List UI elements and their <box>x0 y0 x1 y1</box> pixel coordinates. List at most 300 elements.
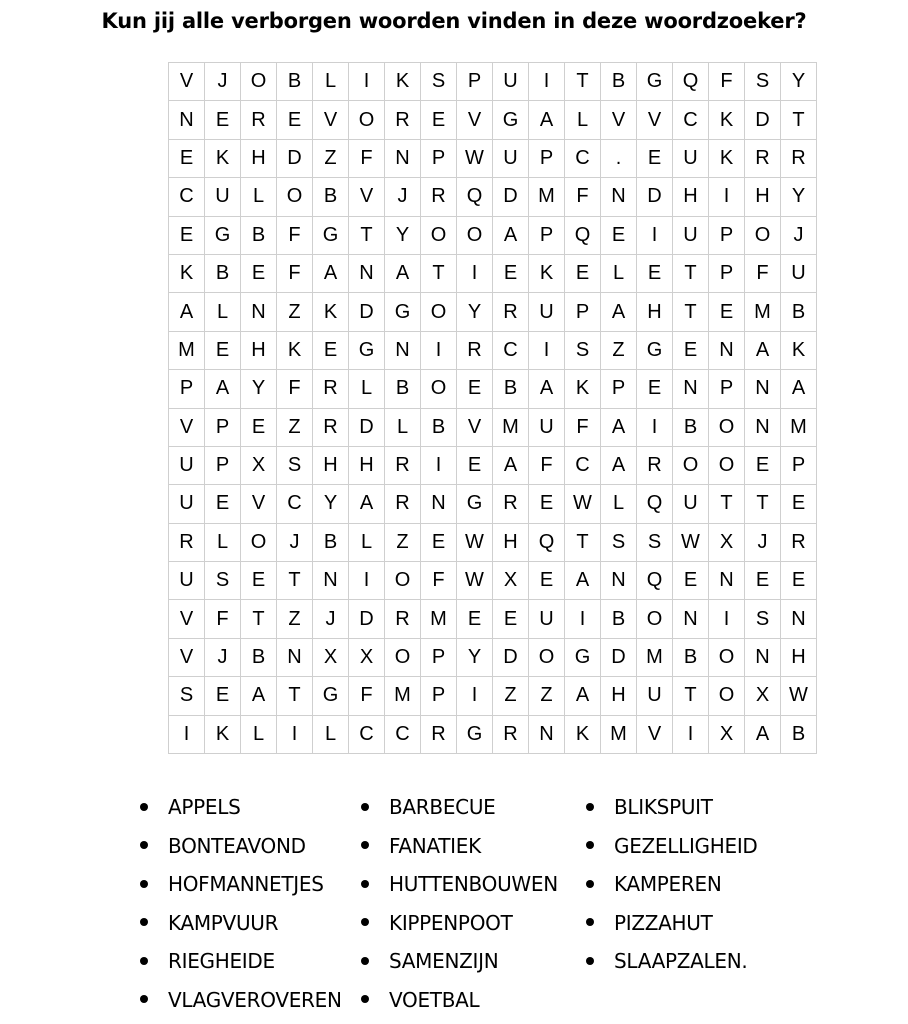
grid-cell[interactable]: P <box>421 140 457 178</box>
grid-cell[interactable]: R <box>493 293 529 331</box>
grid-cell[interactable]: Z <box>277 293 313 331</box>
grid-cell[interactable]: L <box>385 409 421 447</box>
grid-cell[interactable]: Q <box>457 178 493 216</box>
grid-cell[interactable]: Y <box>457 293 493 331</box>
grid-cell[interactable]: P <box>781 447 817 485</box>
grid-cell[interactable]: J <box>385 178 421 216</box>
grid-cell[interactable]: E <box>493 255 529 293</box>
grid-cell[interactable]: P <box>529 217 565 255</box>
grid-cell[interactable]: E <box>457 447 493 485</box>
grid-cell[interactable]: F <box>349 140 385 178</box>
grid-cell[interactable]: P <box>565 293 601 331</box>
grid-cell[interactable]: I <box>349 562 385 600</box>
grid-cell[interactable]: B <box>277 63 313 101</box>
grid-cell[interactable]: B <box>241 217 277 255</box>
grid-cell[interactable]: B <box>313 178 349 216</box>
grid-cell[interactable]: N <box>673 600 709 638</box>
grid-cell[interactable]: G <box>493 101 529 139</box>
grid-cell[interactable]: E <box>205 101 241 139</box>
grid-cell[interactable]: F <box>421 562 457 600</box>
grid-cell[interactable]: O <box>709 447 745 485</box>
grid-cell[interactable]: A <box>601 409 637 447</box>
grid-cell[interactable]: J <box>205 63 241 101</box>
grid-cell[interactable]: B <box>385 370 421 408</box>
grid-cell[interactable]: H <box>601 677 637 715</box>
grid-cell[interactable]: P <box>457 63 493 101</box>
grid-cell[interactable]: Z <box>493 677 529 715</box>
grid-cell[interactable]: T <box>241 600 277 638</box>
grid-cell[interactable]: N <box>601 178 637 216</box>
grid-cell[interactable]: T <box>673 255 709 293</box>
grid-cell[interactable]: S <box>205 562 241 600</box>
grid-cell[interactable]: V <box>637 716 673 754</box>
grid-cell[interactable]: A <box>493 217 529 255</box>
grid-cell[interactable]: U <box>781 255 817 293</box>
grid-cell[interactable]: N <box>673 370 709 408</box>
grid-cell[interactable]: N <box>169 101 205 139</box>
grid-cell[interactable]: E <box>313 332 349 370</box>
grid-cell[interactable]: D <box>349 409 385 447</box>
grid-cell[interactable]: L <box>241 716 277 754</box>
grid-cell[interactable]: P <box>205 409 241 447</box>
grid-cell[interactable]: E <box>169 140 205 178</box>
grid-cell[interactable]: C <box>493 332 529 370</box>
grid-cell[interactable]: I <box>709 600 745 638</box>
grid-cell[interactable]: U <box>529 293 565 331</box>
grid-cell[interactable]: A <box>745 332 781 370</box>
grid-cell[interactable]: I <box>673 716 709 754</box>
grid-cell[interactable]: S <box>565 332 601 370</box>
grid-cell[interactable]: R <box>313 409 349 447</box>
grid-cell[interactable]: A <box>205 370 241 408</box>
grid-cell[interactable]: A <box>385 255 421 293</box>
grid-cell[interactable]: D <box>349 600 385 638</box>
grid-cell[interactable]: E <box>601 217 637 255</box>
grid-cell[interactable]: D <box>349 293 385 331</box>
grid-cell[interactable]: F <box>277 217 313 255</box>
grid-cell[interactable]: A <box>601 447 637 485</box>
grid-cell[interactable]: R <box>241 101 277 139</box>
grid-cell[interactable]: U <box>169 447 205 485</box>
grid-cell[interactable]: C <box>385 716 421 754</box>
grid-cell[interactable]: Y <box>385 217 421 255</box>
grid-cell[interactable]: E <box>673 562 709 600</box>
grid-cell[interactable]: P <box>709 255 745 293</box>
grid-cell[interactable]: O <box>421 217 457 255</box>
grid-cell[interactable]: E <box>637 370 673 408</box>
grid-cell[interactable]: L <box>313 716 349 754</box>
grid-cell[interactable]: B <box>313 524 349 562</box>
grid-cell[interactable]: F <box>277 370 313 408</box>
grid-cell[interactable]: O <box>637 600 673 638</box>
grid-cell[interactable]: V <box>169 639 205 677</box>
grid-cell[interactable]: P <box>601 370 637 408</box>
grid-cell[interactable]: U <box>169 562 205 600</box>
grid-cell[interactable]: C <box>169 178 205 216</box>
grid-cell[interactable]: C <box>565 447 601 485</box>
grid-cell[interactable]: N <box>745 370 781 408</box>
grid-cell[interactable]: J <box>781 217 817 255</box>
grid-cell[interactable]: V <box>241 485 277 523</box>
grid-cell[interactable]: F <box>565 409 601 447</box>
grid-cell[interactable]: G <box>565 639 601 677</box>
grid-cell[interactable]: H <box>241 332 277 370</box>
grid-cell[interactable]: E <box>277 101 313 139</box>
grid-cell[interactable]: F <box>745 255 781 293</box>
grid-cell[interactable]: Y <box>781 63 817 101</box>
grid-cell[interactable]: X <box>313 639 349 677</box>
grid-cell[interactable]: R <box>385 600 421 638</box>
grid-cell[interactable]: O <box>673 447 709 485</box>
grid-cell[interactable]: E <box>205 485 241 523</box>
grid-cell[interactable]: T <box>673 677 709 715</box>
grid-cell[interactable]: X <box>709 716 745 754</box>
grid-cell[interactable]: V <box>169 600 205 638</box>
grid-cell[interactable]: U <box>529 409 565 447</box>
grid-cell[interactable]: M <box>781 409 817 447</box>
grid-cell[interactable]: P <box>205 447 241 485</box>
grid-cell[interactable]: R <box>493 716 529 754</box>
grid-cell[interactable]: O <box>385 562 421 600</box>
grid-cell[interactable]: P <box>709 370 745 408</box>
grid-cell[interactable]: E <box>493 600 529 638</box>
grid-cell[interactable]: Y <box>313 485 349 523</box>
grid-cell[interactable]: Z <box>277 409 313 447</box>
grid-cell[interactable]: C <box>673 101 709 139</box>
grid-cell[interactable]: I <box>457 677 493 715</box>
grid-cell[interactable]: B <box>781 716 817 754</box>
grid-cell[interactable]: Y <box>781 178 817 216</box>
grid-cell[interactable]: A <box>601 293 637 331</box>
grid-cell[interactable]: H <box>493 524 529 562</box>
grid-cell[interactable]: Q <box>673 63 709 101</box>
grid-cell[interactable]: E <box>709 293 745 331</box>
grid-cell[interactable]: K <box>169 255 205 293</box>
grid-cell[interactable]: K <box>313 293 349 331</box>
grid-cell[interactable]: G <box>205 217 241 255</box>
grid-cell[interactable]: W <box>673 524 709 562</box>
grid-cell[interactable]: R <box>385 485 421 523</box>
grid-cell[interactable]: N <box>601 562 637 600</box>
grid-cell[interactable]: R <box>385 447 421 485</box>
grid-cell[interactable]: B <box>673 639 709 677</box>
grid-cell[interactable]: Z <box>601 332 637 370</box>
grid-cell[interactable]: B <box>781 293 817 331</box>
grid-cell[interactable]: D <box>637 178 673 216</box>
grid-cell[interactable]: T <box>745 485 781 523</box>
grid-cell[interactable]: W <box>781 677 817 715</box>
grid-cell[interactable]: E <box>205 677 241 715</box>
grid-cell[interactable]: V <box>601 101 637 139</box>
grid-cell[interactable]: R <box>781 140 817 178</box>
grid-cell[interactable]: T <box>349 217 385 255</box>
grid-cell[interactable]: G <box>313 677 349 715</box>
grid-cell[interactable]: O <box>529 639 565 677</box>
grid-cell[interactable]: U <box>493 140 529 178</box>
grid-cell[interactable]: V <box>637 101 673 139</box>
grid-cell[interactable]: M <box>493 409 529 447</box>
grid-cell[interactable]: I <box>529 332 565 370</box>
grid-cell[interactable]: T <box>277 562 313 600</box>
grid-cell[interactable]: F <box>205 600 241 638</box>
grid-cell[interactable]: O <box>709 639 745 677</box>
grid-cell[interactable]: H <box>781 639 817 677</box>
grid-cell[interactable]: S <box>277 447 313 485</box>
grid-cell[interactable]: E <box>241 409 277 447</box>
grid-cell[interactable]: V <box>349 178 385 216</box>
grid-cell[interactable]: V <box>169 409 205 447</box>
grid-cell[interactable]: N <box>529 716 565 754</box>
grid-cell[interactable]: L <box>349 370 385 408</box>
grid-cell[interactable]: W <box>457 140 493 178</box>
grid-cell[interactable]: L <box>565 101 601 139</box>
grid-cell[interactable]: K <box>709 101 745 139</box>
grid-cell[interactable]: N <box>349 255 385 293</box>
grid-cell[interactable]: N <box>313 562 349 600</box>
grid-cell[interactable]: I <box>169 716 205 754</box>
grid-cell[interactable]: E <box>781 485 817 523</box>
grid-cell[interactable]: L <box>241 178 277 216</box>
grid-cell[interactable]: A <box>349 485 385 523</box>
grid-cell[interactable]: T <box>421 255 457 293</box>
grid-cell[interactable]: R <box>169 524 205 562</box>
grid-cell[interactable]: O <box>385 639 421 677</box>
grid-cell[interactable]: S <box>169 677 205 715</box>
grid-cell[interactable]: K <box>205 716 241 754</box>
grid-cell[interactable]: S <box>421 63 457 101</box>
grid-cell[interactable]: U <box>205 178 241 216</box>
grid-cell[interactable]: E <box>565 255 601 293</box>
grid-cell[interactable]: T <box>565 524 601 562</box>
grid-cell[interactable]: L <box>205 524 241 562</box>
grid-cell[interactable]: K <box>529 255 565 293</box>
grid-cell[interactable]: N <box>745 409 781 447</box>
grid-cell[interactable]: A <box>529 101 565 139</box>
grid-cell[interactable]: I <box>457 255 493 293</box>
grid-cell[interactable]: G <box>637 332 673 370</box>
grid-cell[interactable]: A <box>241 677 277 715</box>
grid-cell[interactable]: O <box>241 63 277 101</box>
grid-cell[interactable]: R <box>493 485 529 523</box>
grid-cell[interactable]: B <box>493 370 529 408</box>
grid-cell[interactable]: E <box>241 255 277 293</box>
grid-cell[interactable]: L <box>601 485 637 523</box>
grid-cell[interactable]: H <box>241 140 277 178</box>
grid-cell[interactable]: A <box>781 370 817 408</box>
grid-cell[interactable]: X <box>745 677 781 715</box>
grid-cell[interactable]: O <box>277 178 313 216</box>
grid-cell[interactable]: X <box>709 524 745 562</box>
grid-cell[interactable]: J <box>745 524 781 562</box>
grid-cell[interactable]: T <box>781 101 817 139</box>
grid-cell[interactable]: D <box>493 178 529 216</box>
grid-cell[interactable]: T <box>277 677 313 715</box>
grid-cell[interactable]: H <box>349 447 385 485</box>
grid-cell[interactable]: C <box>277 485 313 523</box>
grid-cell[interactable]: A <box>493 447 529 485</box>
grid-cell[interactable]: I <box>421 332 457 370</box>
grid-cell[interactable]: M <box>601 716 637 754</box>
grid-cell[interactable]: F <box>565 178 601 216</box>
grid-cell[interactable]: P <box>421 639 457 677</box>
grid-cell[interactable]: . <box>601 140 637 178</box>
grid-cell[interactable]: W <box>457 562 493 600</box>
grid-cell[interactable]: D <box>277 140 313 178</box>
grid-cell[interactable]: M <box>745 293 781 331</box>
grid-cell[interactable]: A <box>565 562 601 600</box>
grid-cell[interactable]: L <box>313 63 349 101</box>
grid-cell[interactable]: R <box>745 140 781 178</box>
grid-cell[interactable]: O <box>709 409 745 447</box>
grid-cell[interactable]: G <box>313 217 349 255</box>
grid-cell[interactable]: V <box>457 409 493 447</box>
grid-cell[interactable]: M <box>169 332 205 370</box>
grid-cell[interactable]: K <box>565 370 601 408</box>
grid-cell[interactable]: M <box>529 178 565 216</box>
grid-cell[interactable]: E <box>457 370 493 408</box>
grid-cell[interactable]: H <box>313 447 349 485</box>
grid-cell[interactable]: X <box>241 447 277 485</box>
grid-cell[interactable]: L <box>205 293 241 331</box>
grid-cell[interactable]: S <box>637 524 673 562</box>
grid-cell[interactable]: N <box>709 562 745 600</box>
grid-cell[interactable]: N <box>241 293 277 331</box>
grid-cell[interactable]: R <box>421 178 457 216</box>
grid-cell[interactable]: O <box>457 217 493 255</box>
grid-cell[interactable]: P <box>709 217 745 255</box>
grid-cell[interactable]: P <box>421 677 457 715</box>
grid-cell[interactable]: B <box>241 639 277 677</box>
grid-cell[interactable]: R <box>637 447 673 485</box>
grid-cell[interactable]: D <box>493 639 529 677</box>
grid-cell[interactable]: K <box>205 140 241 178</box>
grid-cell[interactable]: F <box>349 677 385 715</box>
grid-cell[interactable]: X <box>349 639 385 677</box>
grid-cell[interactable]: E <box>529 562 565 600</box>
grid-cell[interactable]: V <box>313 101 349 139</box>
grid-cell[interactable]: E <box>421 101 457 139</box>
grid-cell[interactable]: H <box>745 178 781 216</box>
grid-cell[interactable]: G <box>457 485 493 523</box>
grid-cell[interactable]: I <box>565 600 601 638</box>
grid-cell[interactable]: I <box>349 63 385 101</box>
grid-cell[interactable]: C <box>349 716 385 754</box>
grid-cell[interactable]: E <box>169 217 205 255</box>
grid-cell[interactable]: J <box>205 639 241 677</box>
grid-cell[interactable]: X <box>493 562 529 600</box>
grid-cell[interactable]: T <box>709 485 745 523</box>
grid-cell[interactable]: U <box>169 485 205 523</box>
grid-cell[interactable]: B <box>601 600 637 638</box>
grid-cell[interactable]: V <box>169 63 205 101</box>
grid-cell[interactable]: E <box>421 524 457 562</box>
grid-cell[interactable]: I <box>277 716 313 754</box>
grid-cell[interactable]: I <box>637 409 673 447</box>
grid-cell[interactable]: T <box>565 63 601 101</box>
grid-cell[interactable]: Q <box>529 524 565 562</box>
grid-cell[interactable]: H <box>637 293 673 331</box>
grid-cell[interactable]: Y <box>241 370 277 408</box>
grid-cell[interactable]: E <box>457 600 493 638</box>
grid-cell[interactable]: I <box>637 217 673 255</box>
grid-cell[interactable]: L <box>349 524 385 562</box>
grid-cell[interactable]: R <box>421 716 457 754</box>
grid-cell[interactable]: U <box>673 140 709 178</box>
grid-cell[interactable]: L <box>601 255 637 293</box>
grid-cell[interactable]: N <box>745 639 781 677</box>
grid-cell[interactable]: J <box>313 600 349 638</box>
grid-cell[interactable]: N <box>781 600 817 638</box>
grid-cell[interactable]: R <box>313 370 349 408</box>
grid-cell[interactable]: Z <box>385 524 421 562</box>
grid-cell[interactable]: B <box>205 255 241 293</box>
grid-cell[interactable]: D <box>601 639 637 677</box>
grid-cell[interactable]: N <box>277 639 313 677</box>
grid-cell[interactable]: W <box>565 485 601 523</box>
grid-cell[interactable]: I <box>529 63 565 101</box>
grid-cell[interactable]: O <box>709 677 745 715</box>
grid-cell[interactable]: J <box>277 524 313 562</box>
grid-cell[interactable]: A <box>313 255 349 293</box>
grid-cell[interactable]: U <box>637 677 673 715</box>
grid-cell[interactable]: S <box>745 63 781 101</box>
grid-cell[interactable]: B <box>673 409 709 447</box>
grid-cell[interactable]: G <box>457 716 493 754</box>
grid-cell[interactable]: G <box>349 332 385 370</box>
grid-cell[interactable]: N <box>421 485 457 523</box>
grid-cell[interactable]: F <box>277 255 313 293</box>
grid-cell[interactable]: R <box>781 524 817 562</box>
grid-cell[interactable]: I <box>421 447 457 485</box>
grid-cell[interactable]: U <box>673 485 709 523</box>
grid-cell[interactable]: O <box>349 101 385 139</box>
grid-cell[interactable]: U <box>529 600 565 638</box>
grid-cell[interactable]: N <box>385 332 421 370</box>
grid-cell[interactable]: M <box>385 677 421 715</box>
grid-cell[interactable]: A <box>169 293 205 331</box>
grid-cell[interactable]: E <box>745 447 781 485</box>
grid-cell[interactable]: N <box>385 140 421 178</box>
grid-cell[interactable]: O <box>421 293 457 331</box>
grid-cell[interactable]: B <box>421 409 457 447</box>
grid-cell[interactable]: Q <box>565 217 601 255</box>
grid-cell[interactable]: E <box>781 562 817 600</box>
grid-cell[interactable]: E <box>205 332 241 370</box>
grid-cell[interactable]: F <box>529 447 565 485</box>
grid-cell[interactable]: P <box>169 370 205 408</box>
grid-cell[interactable]: E <box>745 562 781 600</box>
grid-cell[interactable]: B <box>601 63 637 101</box>
grid-cell[interactable]: K <box>709 140 745 178</box>
grid-cell[interactable]: Q <box>637 562 673 600</box>
grid-cell[interactable]: S <box>745 600 781 638</box>
grid-cell[interactable]: S <box>601 524 637 562</box>
grid-cell[interactable]: G <box>385 293 421 331</box>
grid-cell[interactable]: R <box>457 332 493 370</box>
grid-cell[interactable]: A <box>529 370 565 408</box>
grid-cell[interactable]: P <box>529 140 565 178</box>
grid-cell[interactable]: U <box>673 217 709 255</box>
grid-cell[interactable]: T <box>673 293 709 331</box>
grid-cell[interactable]: M <box>421 600 457 638</box>
grid-cell[interactable]: F <box>709 63 745 101</box>
grid-cell[interactable]: H <box>673 178 709 216</box>
grid-cell[interactable]: Z <box>529 677 565 715</box>
grid-cell[interactable]: D <box>745 101 781 139</box>
grid-cell[interactable]: M <box>637 639 673 677</box>
grid-cell[interactable]: U <box>493 63 529 101</box>
grid-cell[interactable]: O <box>745 217 781 255</box>
